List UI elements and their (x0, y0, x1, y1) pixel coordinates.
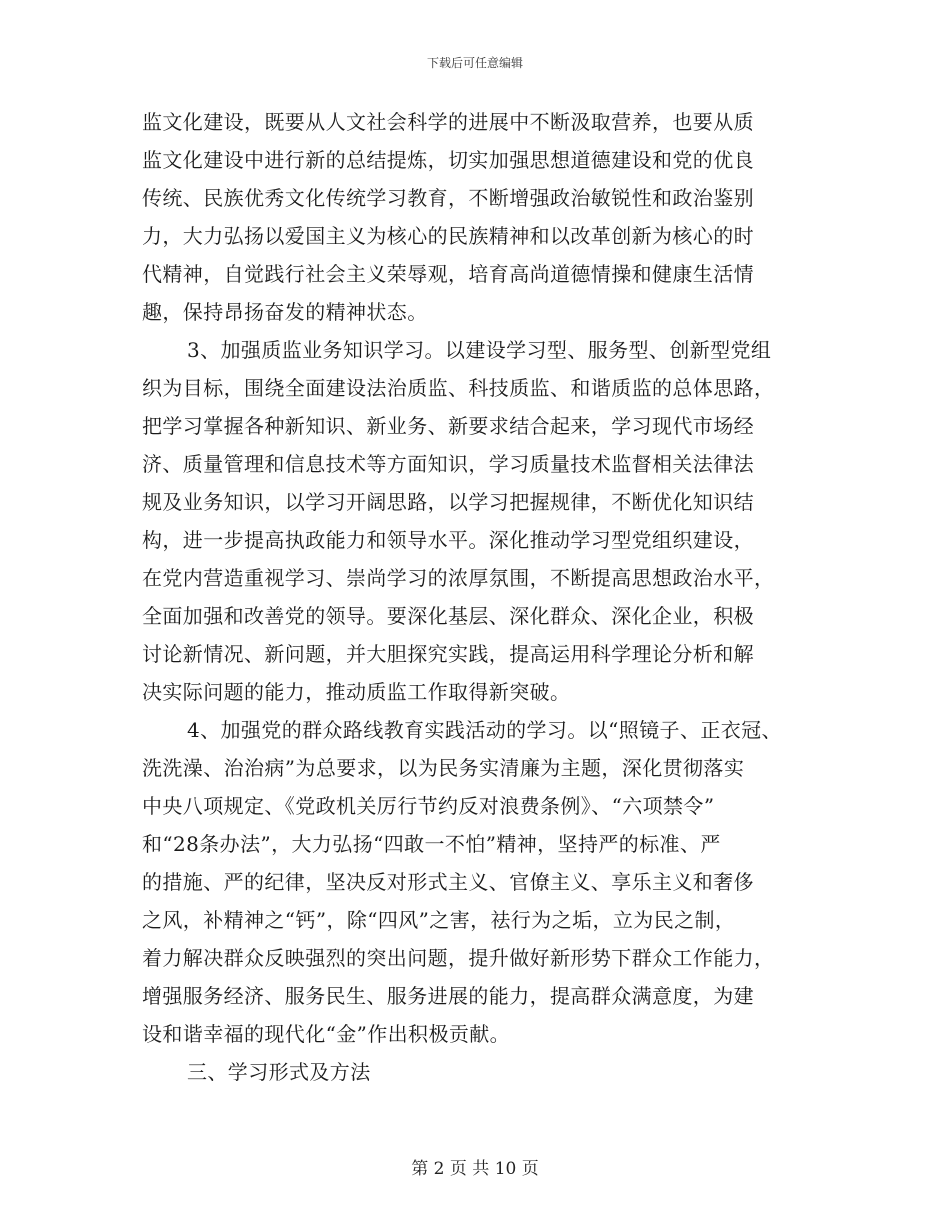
text-line: 3、加强质监业务知识学习。以建设学习型、服务型、创新型党组 (187, 338, 772, 362)
text-line: 构，进一步提高执政能力和领导水平。深化推动学习型党组织建设， (142, 528, 754, 552)
text-line: 之风，补精神之“钙”，除“四风”之害，祛行为之垢，立为民之制， (142, 908, 736, 932)
text-line: 着力解决群众反映强烈的突出问题，提升做好新形势下群众工作能力， (142, 946, 775, 970)
page-header: 下载后可任意编辑 (426, 56, 523, 70)
text-line: 设和谐幸福的现代化“金”作出积极贡献。 (142, 1022, 511, 1046)
text-line: 代精神，自觉践行社会主义荣辱观，培育高尚道德情操和健康生活情 (142, 262, 754, 286)
text-line: 监文化建设，既要从人文社会科学的进展中不断汲取营养，也要从质 (142, 110, 754, 134)
text-line: 在党内营造重视学习、崇尚学习的浓厚氛围，不断提高思想政治水平， (142, 566, 775, 590)
text-line: 传统、民族优秀文化传统学习教育，不断增强政治敏锐性和政治鉴别 (142, 186, 754, 210)
document-body (142, 103, 822, 1091)
text-line: 决实际问题的能力，推动质监工作取得新突破。 (142, 680, 571, 704)
text-line: 力，大力弘扬以爱国主义为核心的民族精神和以改革创新为核心的时 (142, 224, 754, 248)
text-line: 趣，保持昂扬奋发的精神状态。 (142, 300, 428, 324)
text-line: 济、质量管理和信息技术等方面知识，学习质量技术监督相关法律法 (142, 452, 754, 476)
text-line: 4、加强党的群众路线教育实践活动的学习。以“照镜子、正衣冠、 (187, 718, 782, 742)
text-line: 监文化建设中进行新的总结提炼，切实加强思想道德建设和党的优良 (142, 148, 754, 172)
text-line: 增强服务经济、服务民生、服务进展的能力，提高群众满意度，为建 (142, 984, 754, 1008)
text-line: 讨论新情况、新问题，并大胆探究实践，提高运用科学理论分析和解 (142, 642, 754, 666)
text-line: 中央八项规定、《党政机关厉行节约反对浪费条例》、“六项禁令” (142, 794, 715, 818)
text-line: 洗洗澡、治治病”为总要求，以为民务实清廉为主题，深化贯彻落实 (142, 756, 745, 780)
text-line: 三、学习形式及方法 (187, 1060, 371, 1084)
text-line: 的措施、严的纪律，坚决反对形式主义、官僚主义、享乐主义和奢侈 (142, 870, 754, 894)
text-line: 织为目标，围绕全面建设法治质监、科技质监、和谐质监的总体思路， (142, 376, 775, 400)
text-line: 全面加强和改善党的领导。要深化基层、深化群众、深化企业，积极 (142, 604, 754, 628)
text-line: 规及业务知识，以学习开阔思路，以学习把握规律，不断优化知识结 (142, 490, 754, 514)
text-line: 和“28条办法”，大力弘扬“四敢一不怕”精神，坚持严的标准、严 (142, 832, 721, 856)
page-footer: 第 2 页 共 10 页 (411, 1159, 539, 1179)
text-line: 把学习掌握各种新知识、新业务、新要求结合起来，学习现代市场经 (142, 414, 754, 438)
